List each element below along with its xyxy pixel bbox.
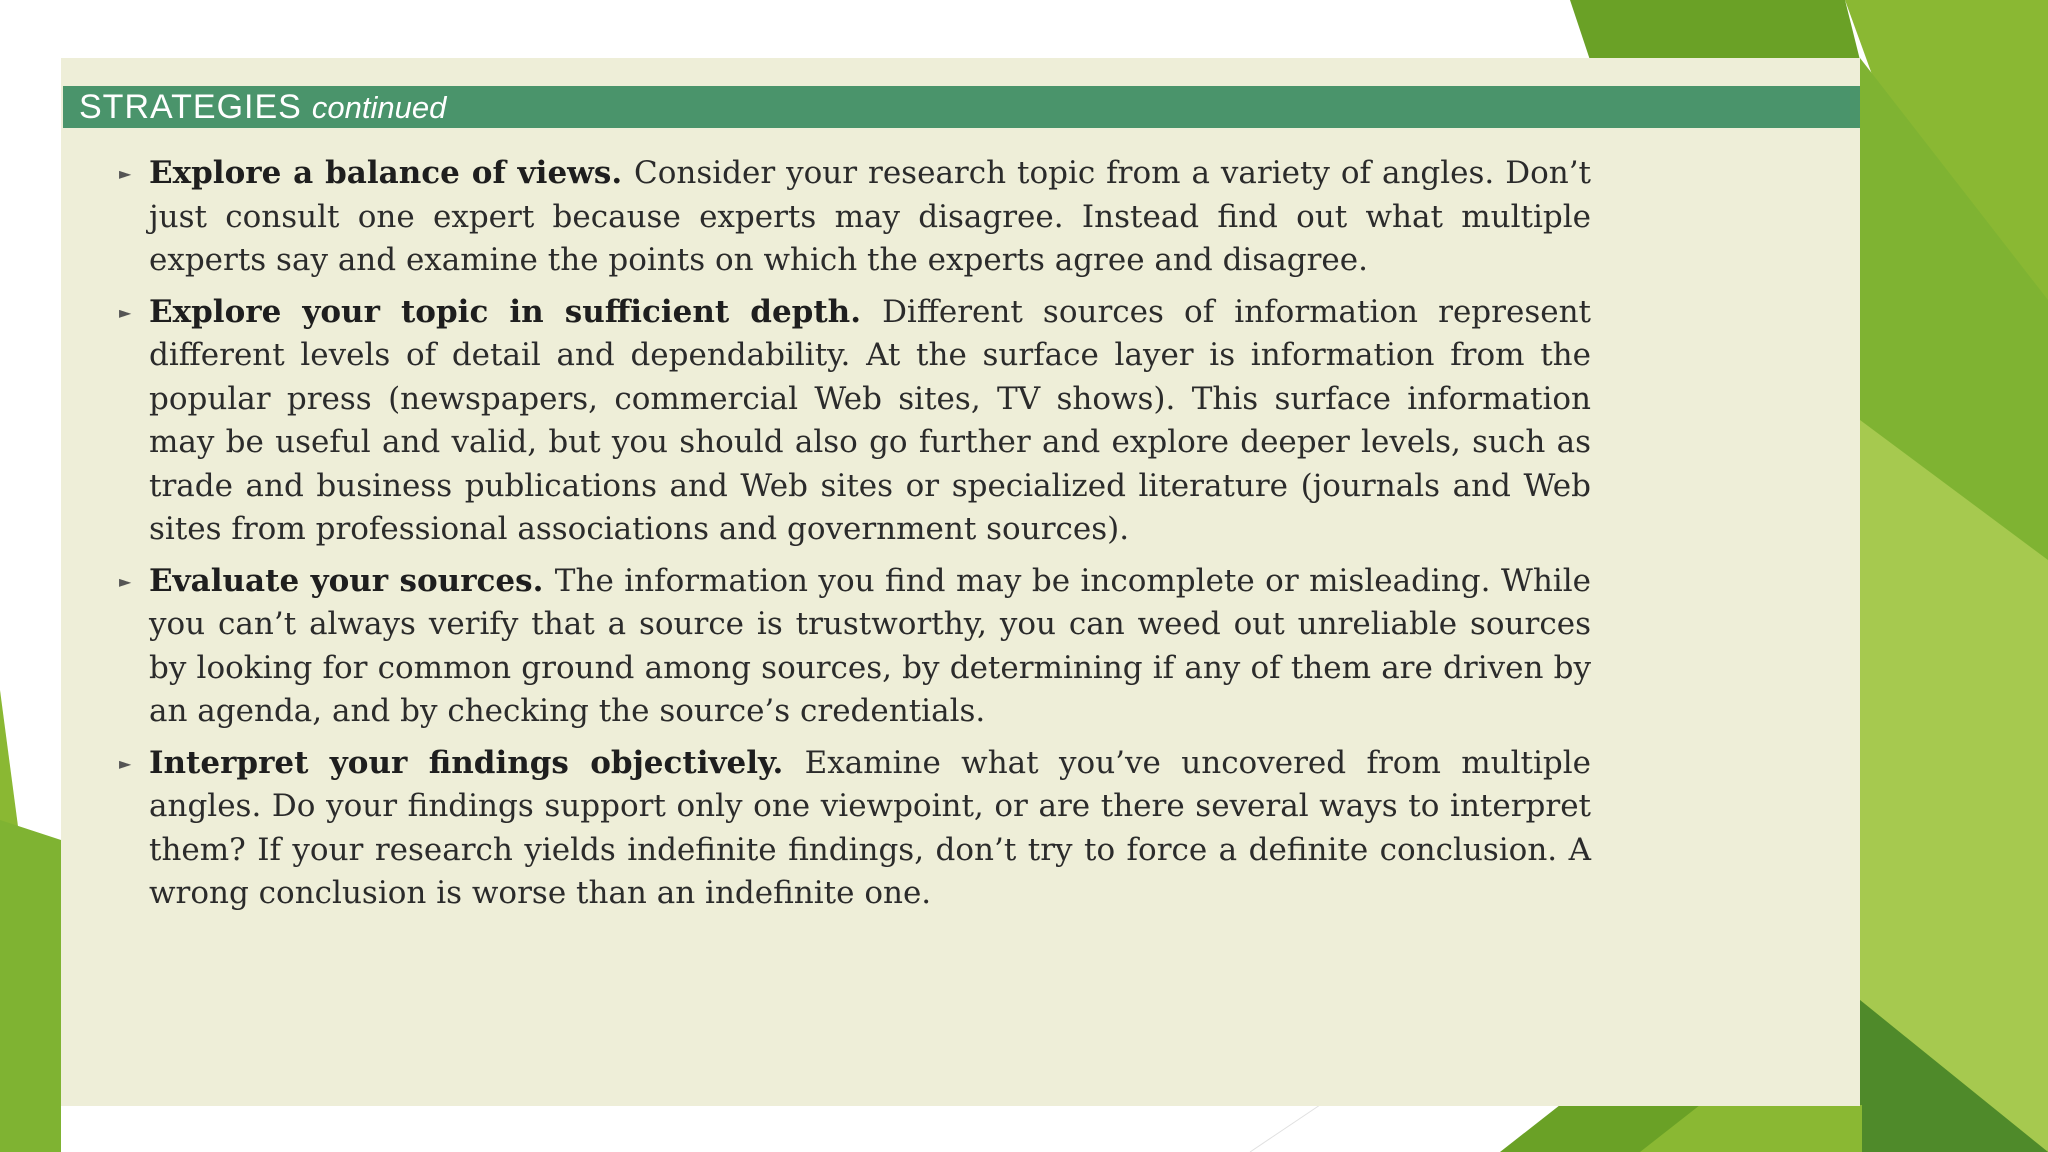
list-item xyxy=(119,742,1591,916)
header-title-italic: continued xyxy=(311,90,447,125)
strategies-list xyxy=(119,152,1592,924)
thin-accent-line xyxy=(1250,1105,1320,1152)
green-facet-top-mid xyxy=(1570,0,1860,60)
item-lead: Explore a balance of views. xyxy=(149,155,634,191)
item-body: Consider your research topic from a variety of angles. Don’t just consult one expert because experts may disagree. Instead find out what multiple experts say and examine the points on which the experts agree and disagree. xyxy=(149,155,1592,278)
strategies-header-title xyxy=(79,86,446,128)
triangle-bullet-icon: ► xyxy=(119,164,132,183)
header-title-main: STRATEGIES xyxy=(79,88,302,126)
item-lead: Interpret your findings objectively. xyxy=(149,744,805,781)
triangle-bullet-icon: ► xyxy=(119,302,132,322)
list-item xyxy=(119,291,1591,552)
list-item xyxy=(119,152,1592,283)
item-lead: Explore your topic in sufficient depth. xyxy=(149,293,883,330)
strategies-card xyxy=(61,58,1860,1106)
triangle-bullet-icon: ► xyxy=(119,753,132,773)
item-body: Examine what you’ve uncovered from multiple angles. Do your findings support only one viewpoint, or are there several ways to interpret them? If your research yields indefinite findings, don’t try to force a definite conclusion. A wrong conclusion is worse than an indefinite one. xyxy=(149,744,1591,911)
item-body: Different sources of information represent different levels of detail and dependability. At the surface layer is information from the popular press (newspapers, commercial Web sites, TV shows). This surface information may be useful and valid, but you should also go further and explore deeper levels, such as trade and business publications and Web sites or specialized literature (journals and Web sites from professional associations and government sources). xyxy=(149,293,1591,547)
list-item xyxy=(119,560,1591,734)
item-body: The information you find may be incomplete or misleading. While you can’t always verify that a source is trustworthy, you can weed out unreliable sources by looking for common ground among sources, by determining if any of them are driven by an agenda, and by checking the source’s credentials. xyxy=(149,562,1591,729)
triangle-bullet-icon: ► xyxy=(119,571,132,591)
item-lead: Evaluate your sources. xyxy=(149,562,555,599)
strategies-header-band xyxy=(63,86,1860,128)
green-facet-left-light xyxy=(0,820,61,1152)
